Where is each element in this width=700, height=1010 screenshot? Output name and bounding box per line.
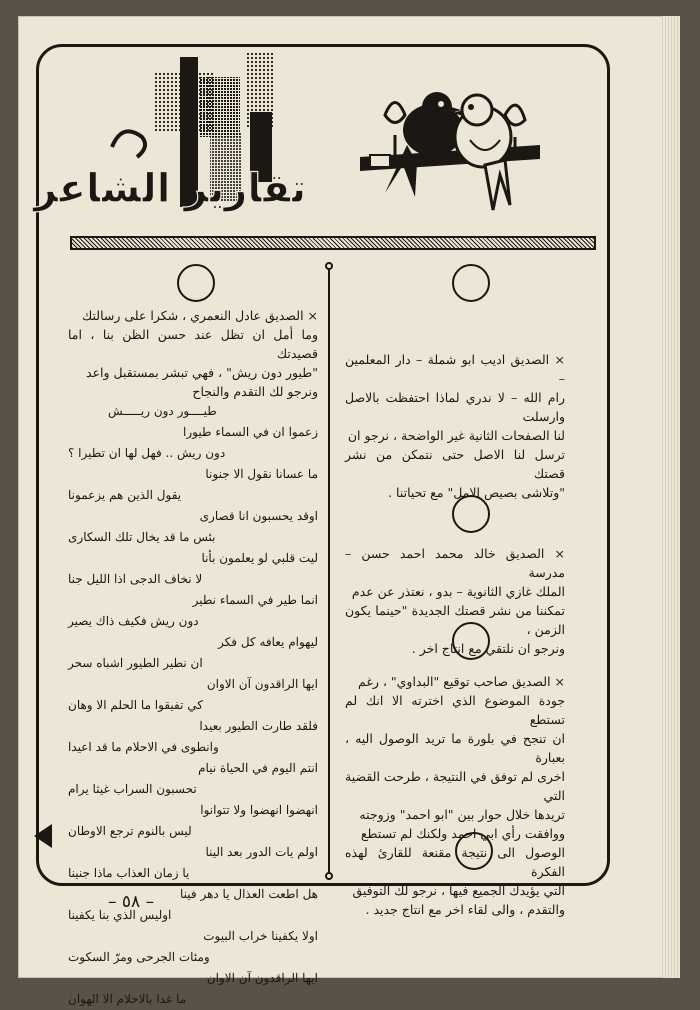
letter-line: ترسل لنا الاصل حتى نتمكن من نشر قصتك: [345, 447, 565, 481]
letter-line: × الصديق اديب ابو شملة – دار المعلمين –: [345, 352, 565, 386]
letter-line: والتقدم ، والى لقاء اخر مع انتاج جديد .: [365, 902, 565, 917]
letter-line: تريدها خلال حوار بين "ابو احمد" وزوجته: [359, 807, 565, 822]
poem-title: طيــــور دون ريـــــش: [108, 404, 217, 418]
poem-line: ليت قلبي لو يعلمون بأنا: [201, 551, 318, 565]
column-divider: [328, 268, 330, 880]
poem-line: اولا يكفينا خراب البيوت: [203, 929, 318, 943]
poem-line: تحسبون السراب غيثا يرام: [68, 782, 197, 796]
poem-line: انهضوا انهضوا ولا تتوانوا: [200, 803, 318, 817]
letter-line: "وتلاشى بصيص الامل" مع تحياتنا .: [388, 485, 565, 500]
letter-line: الملك غازي الثانوية – بدو ، نعتذر عن عدم: [351, 584, 565, 599]
poem-line: اولم يات الدور بعد الينا: [205, 845, 318, 859]
poem-line: فلقد طارت الطيور بعيدا: [199, 719, 318, 733]
letter-line: وما أمل ان تظل عند حسن الظن بنا ، اما قصيدتك: [68, 327, 318, 361]
poem-line: زعموا ان في السماء طيورا: [183, 425, 318, 439]
poem-line: ومئات الجرحى ومرّ السكوت: [68, 950, 210, 964]
poem-line: هل اطعت العذال يا دهر فينا: [180, 887, 318, 901]
header-divider-bar: [70, 236, 596, 250]
header-title-art: [33, 52, 307, 232]
poem-line: انما طير في السماء نطير: [192, 593, 318, 607]
letter-line: ونرجو ان نلتقي مع انتاج اخر .: [411, 641, 565, 656]
letter-line: ان تنجح في بلورة ما تريد الوصول اليه ، بعبارة: [345, 731, 565, 765]
page-edge: [662, 16, 680, 978]
poem-line: اوليس الذي بنا يكفينا: [68, 908, 172, 922]
letter-line: اخرى لم توفق في النتيجة ، طرحت القضية التي: [345, 769, 565, 803]
poem-line: ايها الراقدون آن الاوان: [206, 971, 318, 985]
poem-line: دون ريش .. فهل لها ان تطيرا ؟: [68, 446, 226, 460]
column-divider-bottom-cap: [325, 872, 333, 880]
section-circle: [452, 264, 490, 302]
reply-letter-poem: [68, 306, 318, 1010]
poem-line: اوقد يحسبون انا قصارى: [199, 509, 318, 523]
letter-line: × الصديق عادل النعمري ، شكرا على رسالتك: [81, 308, 318, 323]
page-edge-arrow-icon: [34, 824, 52, 848]
poem-line: ايها الراقدون آن الاوان: [206, 677, 318, 691]
reply-letter-2: [345, 544, 565, 658]
letter-line: ووافقت رأي ابي احمد ولكنك لم تستطع: [360, 826, 565, 841]
poem-line: ليهوام يعافه كل فكر: [218, 635, 318, 649]
section-circle: [177, 264, 215, 302]
reply-letter-1: [345, 350, 565, 502]
poem-line: دون ريش فكيف ذاك يصير: [68, 614, 199, 628]
poem-line: بئس ما قد يخال تلك السكارى: [68, 530, 216, 544]
poem-line: ما غدا بالاحلام الا الهوان: [68, 992, 187, 1006]
letter-line: × الصديق صاحب توقيع "البداوي" ، رغم: [358, 674, 565, 689]
column-divider-top-cap: [325, 262, 333, 270]
letter-line: × الصديق خالد محمد احمد حسن – مدرسة: [345, 546, 565, 580]
reply-letter-3: [345, 672, 565, 919]
letter-line: جودة الموضوع الذي اخترته الا انك لم تستطع: [345, 693, 565, 727]
poem-line: ليس بالنوم ترجع الاوطان: [68, 824, 192, 838]
letter-line: لنا الصفحات الثانية غير الواضحة ، نرجو ان: [347, 428, 565, 443]
poem-line: كي تفيقوا ما الحلم الا وهان: [68, 698, 203, 712]
poem-line: انتم اليوم في الحياة نيام: [198, 761, 318, 775]
letter-line: التي يؤيدك الجميع فيها ، نرجو لك التوفيق: [352, 883, 565, 898]
letter-line: الوصول الى نتيجة مقنعة للقارئ لهذه الفكرة: [345, 845, 565, 879]
page-number: – ٥٨ –: [108, 892, 155, 912]
poem-line: يقول الذين هم يزعمونا: [68, 488, 182, 502]
poem-line: يا زمان العذاب ماذا جنينا: [68, 866, 190, 880]
letter-line: ونرجو لك التقدم والنجاح: [192, 384, 318, 399]
header-title: تقارير الشاعر: [33, 166, 307, 212]
poem-line: ما عسانا نقول الا جنونا: [205, 467, 318, 481]
poem-line: لا نخاف الدجى اذا الليل جنا: [68, 572, 203, 586]
letter-line: رام الله – لا ندري لماذا احتفظت بالاصل وارسلت: [345, 390, 565, 424]
letter-line: "طيور دون ريش" ، فهي تبشر بمستقبل واعد: [86, 365, 318, 380]
birds-illustration: [355, 85, 550, 215]
poem-line: وانطوى في الاحلام ما قد اعيدا: [68, 740, 219, 754]
letter-line: تمكننا من نشر قصتك الجديدة "حينما يكون الزمن ،: [345, 603, 565, 637]
poem-line: ان نطير الطيور اشباه سحر: [68, 656, 203, 670]
